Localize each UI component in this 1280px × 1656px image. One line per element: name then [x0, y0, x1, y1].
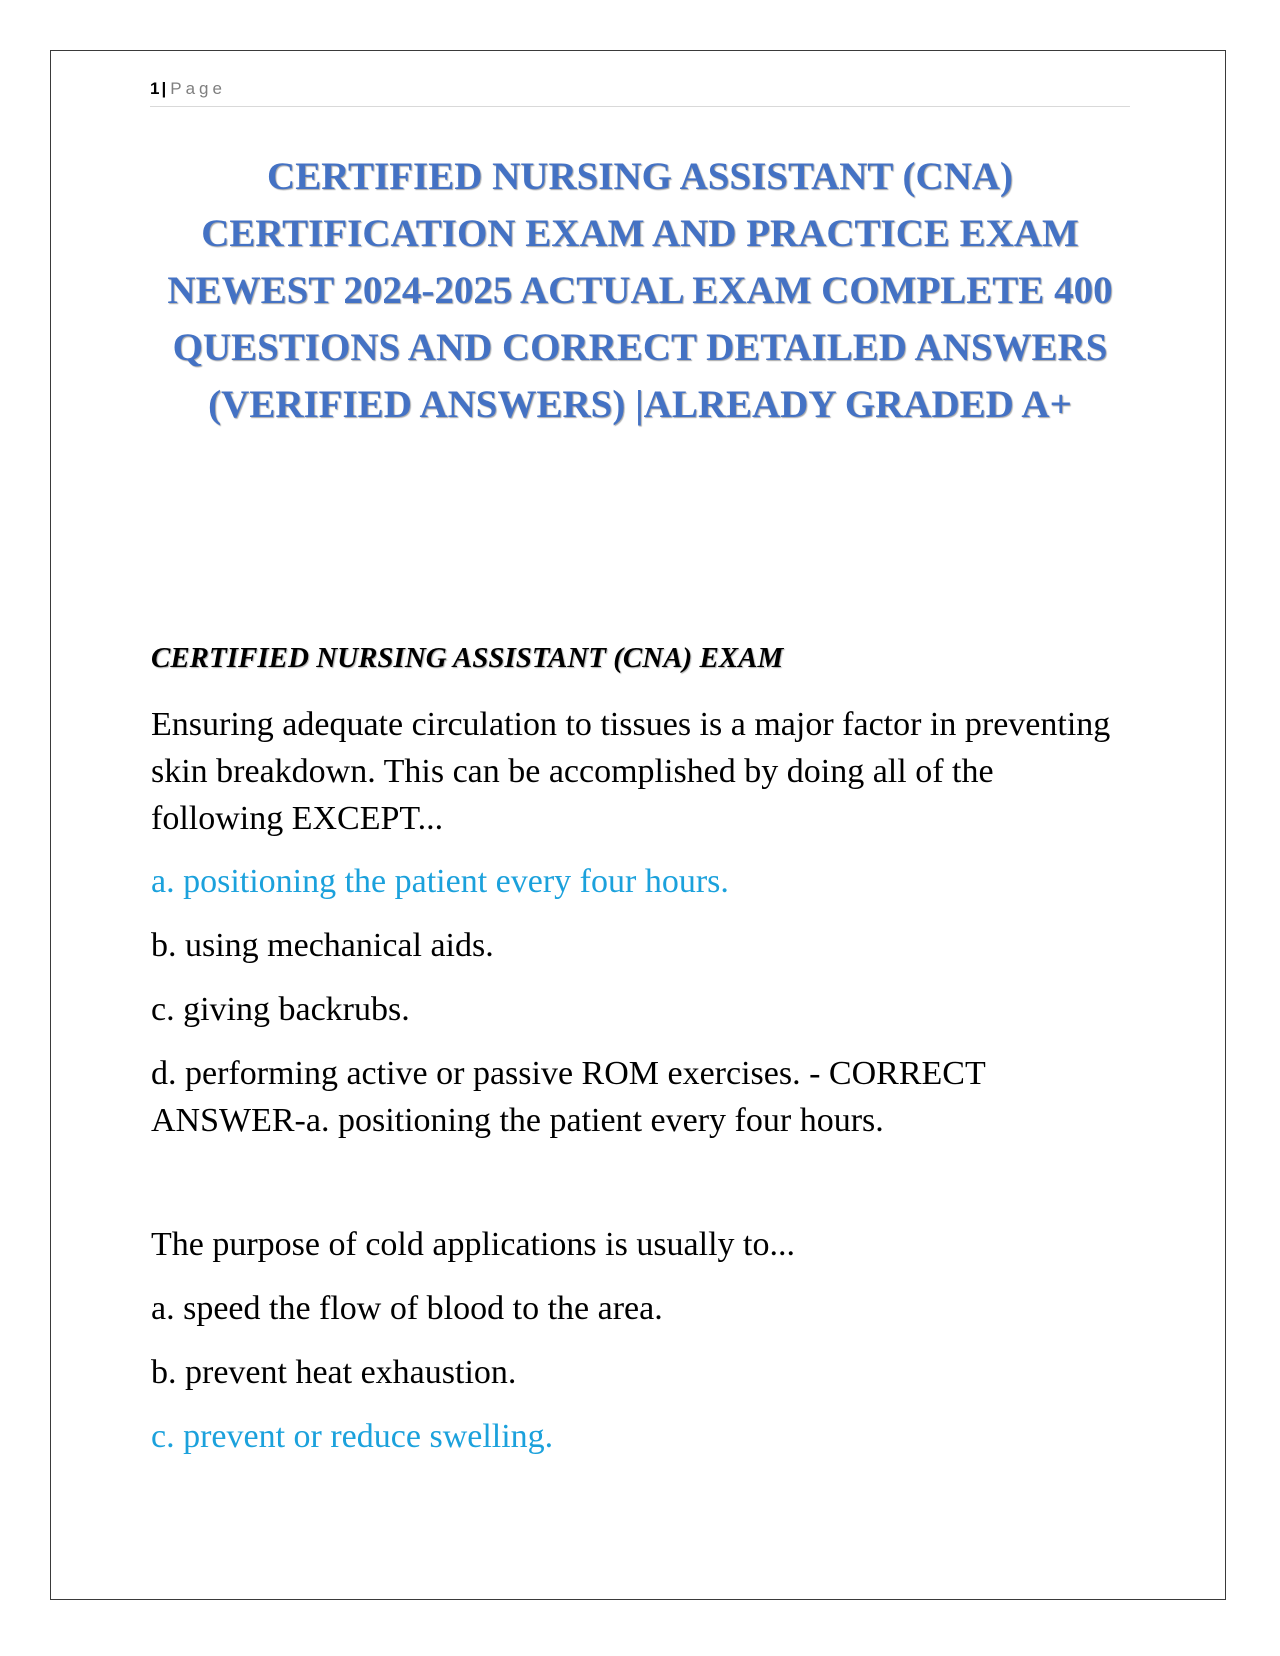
question-1-option-c: c. giving backrubs.: [151, 991, 410, 1028]
question-1-prompt: Ensuring adequate circulation to tissues is a major factor in preventing skin breakdown. This can be accomplished by doing all of the following EXCEPT...: [151, 706, 1111, 837]
question-2-option-b: b. prevent heat exhaustion.: [151, 1354, 517, 1391]
page-number: 1: [150, 79, 160, 98]
question-1-option-a: a. positioning the patient every four hours.: [151, 863, 729, 900]
page-header-separator: |: [161, 79, 167, 98]
question-1-option-d: d. performing active or passive ROM exercises. - CORRECT ANSWER-a. positioning the patient every four hours.: [151, 1055, 986, 1139]
question-2-option-a: a. speed the flow of blood to the area.: [151, 1290, 663, 1327]
question-2-prompt: The purpose of cold applications is usually to...: [151, 1226, 795, 1263]
question-1-option-b: b. using mechanical aids.: [151, 927, 494, 964]
page-header: [150, 76, 1130, 107]
section-heading: CERTIFIED NURSING ASSISTANT (CNA) EXAM: [151, 642, 784, 674]
question-2-option-c: c. prevent or reduce swelling.: [151, 1418, 554, 1455]
page-label: Page: [170, 79, 226, 98]
document-title: CERTIFIED NURSING ASSISTANT (CNA) CERTIFICATION EXAM AND PRACTICE EXAM NEWEST 2024-2025 ACTUAL EXAM COMPLETE 400 QUESTIONS AND CORRECT DETAILED ANSWERS (VERIFIED ANSWERS) |ALREADY GRADED A+: [167, 155, 1113, 426]
